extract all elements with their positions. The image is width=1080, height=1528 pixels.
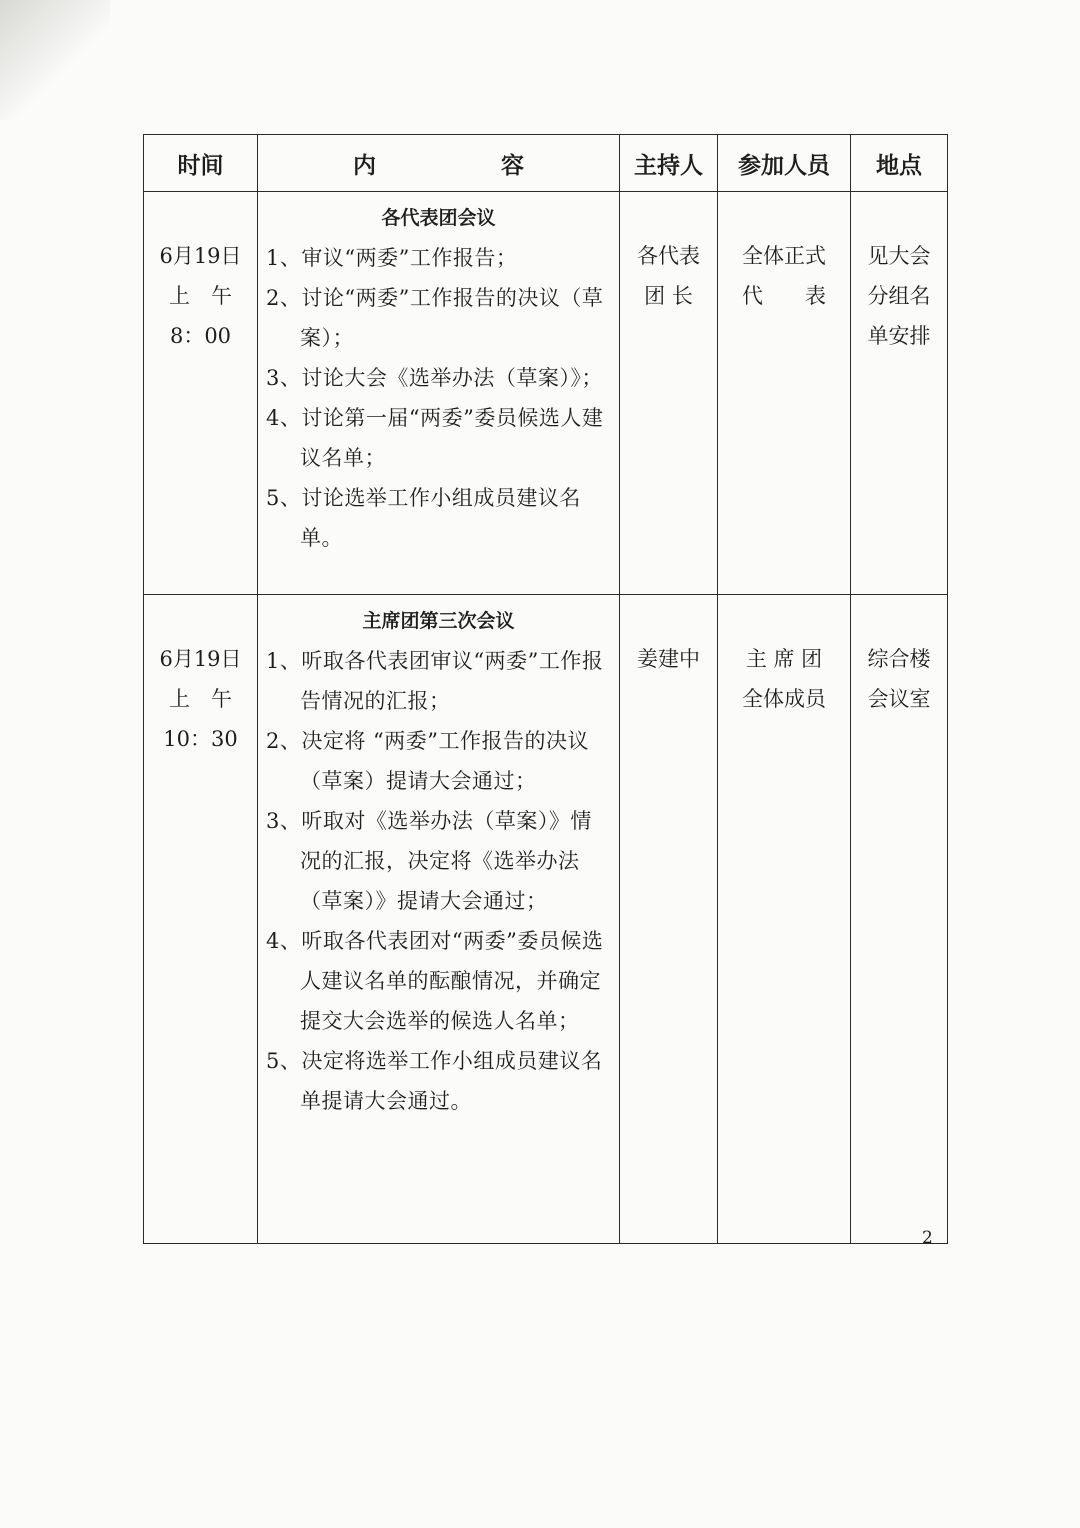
host-cell (620, 595, 718, 1244)
participants-line: 主 席 团 (745, 647, 823, 671)
agenda-item: 1、审议“两委”工作报告； (266, 246, 518, 270)
agenda-item: 5、讨论选举工作小组成员建议名单。 (266, 486, 581, 550)
time-period: 上 午 (169, 687, 232, 711)
header-content-right: 容 (501, 152, 524, 179)
location-cell (851, 595, 948, 1244)
host-line: 团 长 (644, 284, 693, 308)
host-line: 姜建中 (637, 647, 700, 671)
agenda-item: 5、决定将选举工作小组成员建议名单提请大会通过。 (266, 1049, 603, 1113)
content-cell (258, 192, 620, 595)
content-cell (258, 595, 620, 1244)
table-row (144, 192, 948, 595)
host-cell (620, 192, 718, 595)
location-line: 综合楼 (867, 647, 931, 671)
table-row (144, 595, 948, 1244)
agenda-item: 2、讨论“两委”工作报告的决议（草案）； (266, 286, 604, 350)
header-host: 主持人 (620, 135, 718, 192)
header-content-left: 内 (353, 152, 376, 179)
time-clock: 8：00 (169, 324, 232, 348)
header-location: 地点 (851, 135, 948, 192)
header-row (144, 135, 948, 192)
header-time: 时间 (144, 135, 258, 192)
time-date: 6月19日 (159, 244, 242, 268)
location-line: 会议室 (867, 687, 931, 711)
location-line: 单安排 (867, 324, 931, 348)
participants-cell (718, 595, 851, 1244)
header-participants: 参加人员 (718, 135, 851, 192)
meeting-title: 各代表团会议 (381, 207, 496, 229)
agenda-list (266, 238, 611, 558)
location-line: 见大会 (867, 244, 931, 268)
participants-line: 代 表 (742, 284, 826, 308)
time-period: 上 午 (169, 284, 232, 308)
agenda-item: 1、听取各代表团审议“两委”工作报告情况的汇报； (266, 649, 604, 713)
participants-line: 全体成员 (742, 687, 826, 711)
agenda-item: 3、讨论大会《选举办法（草案）》； (266, 366, 603, 390)
time-cell (144, 192, 258, 595)
header-content (258, 135, 620, 192)
page-corner-fold (0, 0, 110, 120)
agenda-list (266, 641, 611, 1121)
agenda-item: 3、听取对《选举办法（草案）》情况的汇报，决定将《选举办法（草案）》提请大会通过； (266, 809, 592, 913)
time-cell (144, 595, 258, 1244)
time-date: 6月19日 (159, 647, 242, 671)
time-clock: 10：30 (163, 727, 238, 751)
agenda-item: 4、讨论第一届“两委”委员候选人建议名单； (266, 406, 604, 470)
location-cell (851, 192, 948, 595)
location-line: 分组名 (867, 284, 931, 308)
agenda-item: 4、听取各代表团对“两委”委员候选人建议名单的酝酿情况，并确定提交大会选举的候选人名单； (266, 929, 604, 1033)
meeting-title: 主席团第三次会议 (362, 610, 515, 632)
participants-line: 全体正式 (742, 244, 826, 268)
host-line: 各代表 (637, 244, 700, 268)
schedule-table (143, 134, 948, 1244)
participants-cell (718, 192, 851, 595)
agenda-item: 2、决定将 “两委”工作报告的决议（草案）提请大会通过； (266, 729, 590, 793)
page-number: 2 (922, 1228, 933, 1248)
